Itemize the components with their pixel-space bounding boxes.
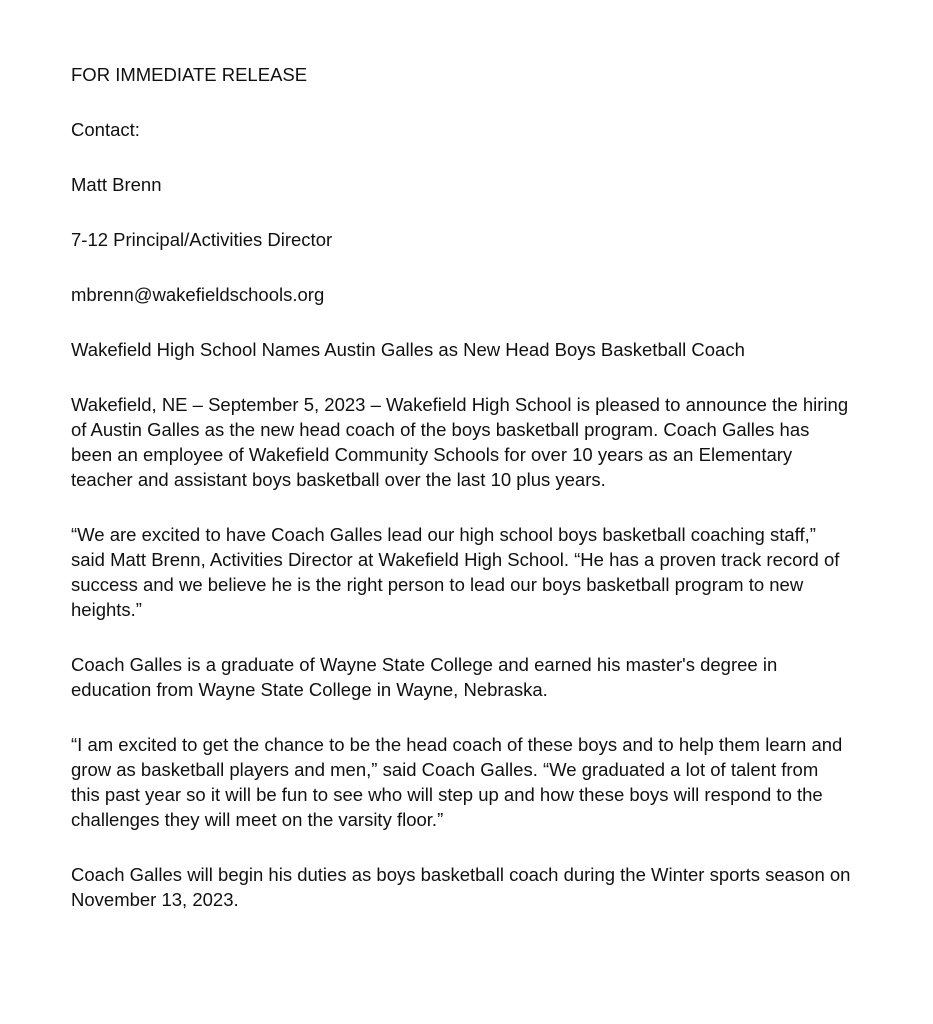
contact-title: 7-12 Principal/Activities Director xyxy=(71,229,333,250)
body-paragraph-start-date: Coach Galles will begin his duties as boys basketball coach during the Winter sports season on November 13, 2023. xyxy=(71,864,851,910)
headline: Wakefield High School Names Austin Galles as New Head Boys Basketball Coach xyxy=(71,339,745,360)
press-release-document xyxy=(71,62,851,942)
contact-email: mbrenn@wakefieldschools.org xyxy=(71,284,325,305)
contact-name: Matt Brenn xyxy=(71,174,162,195)
release-label: FOR IMMEDIATE RELEASE xyxy=(71,64,308,85)
body-paragraph-galles-quote: “I am excited to get the chance to be the head coach of these boys and to help them learn and grow as basketball players and men,” said Coach Galles. “We graduated a lot of talent from this past year so it will be fun to see who will step up and how these boys will respond to the challenges they will meet on the varsity floor.” xyxy=(71,734,843,830)
body-paragraph-brenn-quote: “We are excited to have Coach Galles lead our high school boys basketball coaching staff,” said Matt Brenn, Activities Director at Wakefield High School. “He has a proven track record of success and we believe he is the right person to lead our boys basketball program to new heights.” xyxy=(71,524,840,620)
body-paragraph-education: Coach Galles is a graduate of Wayne State College and earned his master's degree in education from Wayne State College in Wayne, Nebraska. xyxy=(71,654,778,700)
contact-label: Contact: xyxy=(71,119,140,140)
body-paragraph-announcement: Wakefield, NE – September 5, 2023 – Wakefield High School is pleased to announce the hiring of Austin Galles as the new head coach of the boys basketball program. Coach Galles has been an employee of Wakefield Community Schools for over 10 years as an Elementary teacher and assistant boys basketball over the last 10 plus years. xyxy=(71,394,849,490)
